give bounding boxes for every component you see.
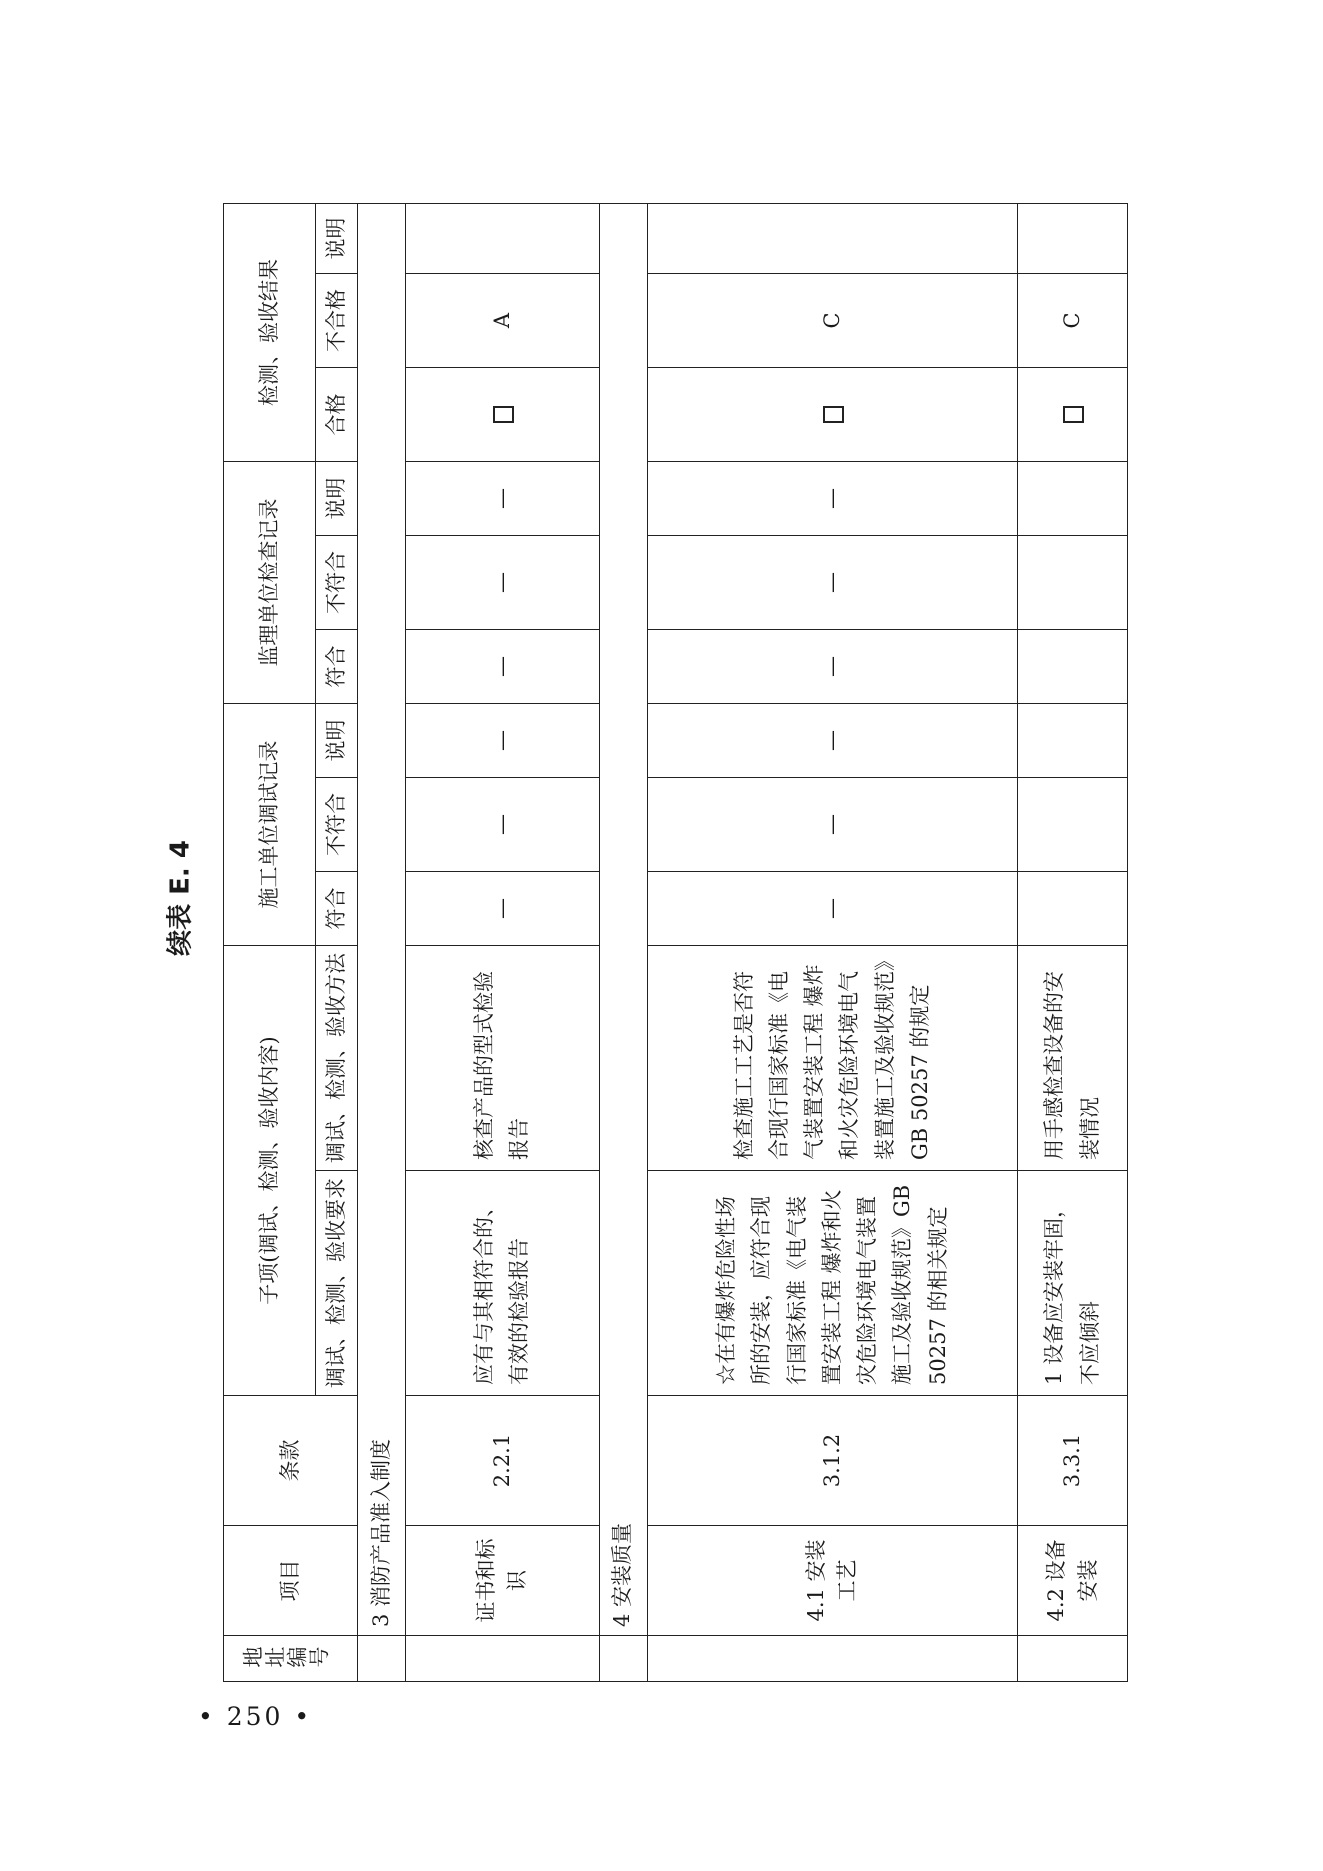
supervision-nonconform-cell: — — [647, 535, 1017, 629]
header-subitem-group: 子项(调试、检测、验收内容) — [224, 945, 316, 1395]
header-construction-nonconform: 不符合 — [316, 777, 358, 871]
address-cell — [357, 1636, 405, 1682]
section-label: 3 消防产品准入制度 — [357, 203, 405, 1635]
header-result-note: 说明 — [316, 203, 358, 273]
construction-nonconform-cell: — — [647, 777, 1017, 871]
page-number: • 250 • — [198, 1702, 313, 1731]
header-requirement: 调试、检测、验收要求 — [316, 1171, 358, 1396]
construction-note-cell: — — [406, 703, 600, 777]
result-note-cell — [647, 203, 1017, 273]
qualified-checkbox[interactable] — [1063, 406, 1084, 423]
qualified-cell — [406, 367, 600, 461]
header-supervision-note: 说明 — [316, 461, 358, 535]
requirement-cell: 1 设备应安装牢固，不应倾斜 — [1018, 1171, 1128, 1396]
method-cell: 用手感检查设备的安装情况 — [1018, 945, 1128, 1170]
header-project: 项目 — [224, 1526, 358, 1636]
supervision-conform-cell — [1018, 629, 1128, 703]
construction-nonconform-cell — [1018, 777, 1128, 871]
address-cell — [406, 1636, 600, 1682]
header-qualified: 合格 — [316, 367, 358, 461]
construction-note-cell — [1018, 703, 1128, 777]
supervision-nonconform-cell: — — [406, 535, 600, 629]
qualified-checkbox[interactable] — [493, 406, 514, 423]
qualified-cell — [1018, 367, 1128, 461]
header-address-code: 地址编号 — [224, 1636, 358, 1682]
method-cell: 核查产品的型式检验报告 — [406, 945, 600, 1170]
section-row — [599, 203, 647, 1681]
header-supervision-unit: 监理单位检查记录 — [224, 461, 316, 703]
inspection-table — [223, 203, 1128, 1682]
header-construction-unit: 施工单位调试记录 — [224, 703, 316, 945]
supervision-conform-cell: — — [406, 629, 600, 703]
supervision-note-cell: — — [647, 461, 1017, 535]
header-supervision-conform: 符合 — [316, 629, 358, 703]
qualified-checkbox[interactable] — [823, 406, 844, 423]
construction-conform-cell — [1018, 871, 1128, 945]
header-row-1 — [224, 203, 316, 1681]
address-cell — [1018, 1636, 1128, 1682]
address-cell — [647, 1636, 1017, 1682]
clause-cell: 2.2.1 — [406, 1396, 600, 1526]
project-cell: 4.1 安装工艺 — [647, 1526, 1017, 1636]
header-supervision-nonconform: 不符合 — [316, 535, 358, 629]
rotated-table-container — [223, 204, 1128, 1682]
header-unqualified: 不合格 — [316, 273, 358, 367]
header-construction-note: 说明 — [316, 703, 358, 777]
requirement-cell: ☆在有爆炸危险性场所的安装，应符合现行国家标准《电气装置安装工程 爆炸和火灾危险环境电气装置施工及验收规范》GB 50257 的相关规定 — [647, 1171, 1017, 1396]
address-cell — [599, 1636, 647, 1682]
unqualified-cell: C — [647, 273, 1017, 367]
table-row — [647, 203, 1017, 1681]
supervision-conform-cell: — — [647, 629, 1017, 703]
section-row — [357, 203, 405, 1681]
clause-cell: 3.3.1 — [1018, 1396, 1128, 1526]
supervision-nonconform-cell — [1018, 535, 1128, 629]
unqualified-cell: A — [406, 273, 600, 367]
clause-cell: 3.1.2 — [647, 1396, 1017, 1526]
result-note-cell — [1018, 203, 1128, 273]
header-method: 调试、检测、验收方法 — [316, 945, 358, 1170]
unqualified-cell: C — [1018, 273, 1128, 367]
qualified-cell — [647, 367, 1017, 461]
supervision-note-cell — [1018, 461, 1128, 535]
construction-conform-cell: — — [647, 871, 1017, 945]
supervision-note-cell: — — [406, 461, 600, 535]
construction-nonconform-cell: — — [406, 777, 600, 871]
result-note-cell — [406, 203, 600, 273]
project-cell: 证书和标识 — [406, 1526, 600, 1636]
table-row — [1018, 203, 1128, 1681]
project-cell: 4.2 设备安装 — [1018, 1526, 1128, 1636]
construction-conform-cell: — — [406, 871, 600, 945]
header-clause: 条款 — [224, 1396, 358, 1526]
requirement-cell: 应有与其相符合的、有效的检验报告 — [406, 1171, 600, 1396]
table-row — [406, 203, 600, 1681]
method-cell: 检查施工工艺是否符合现行国家标准《电气装置安装工程 爆炸和火灾危险环境电气装置施工及验收规范》GB 50257 的规定 — [647, 945, 1017, 1170]
header-construction-conform: 符合 — [316, 871, 358, 945]
construction-note-cell: — — [647, 703, 1017, 777]
section-label: 4 安装质量 — [599, 203, 647, 1635]
header-acceptance-result: 检测、验收结果 — [224, 203, 316, 461]
